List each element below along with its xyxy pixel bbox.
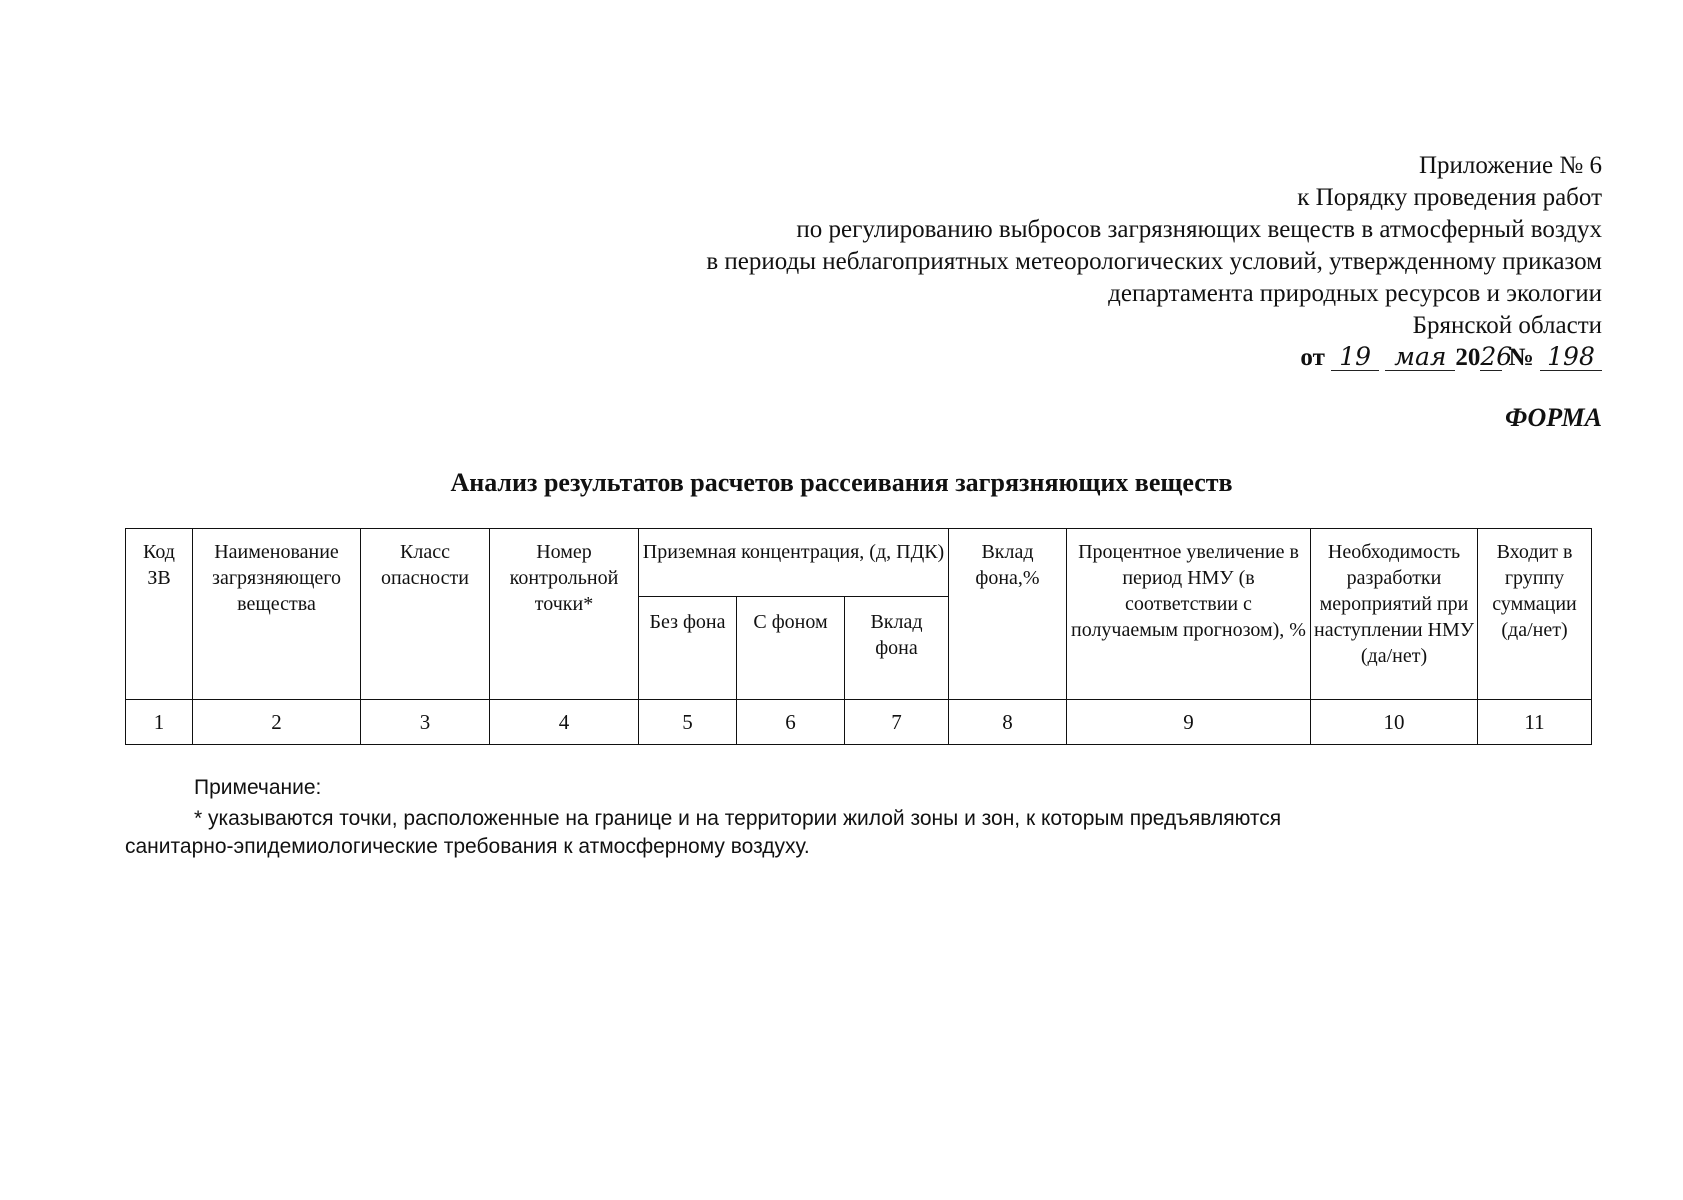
column-number: 6 <box>737 700 845 745</box>
subheader-with-background: С фоном <box>737 597 845 700</box>
column-number: 10 <box>1311 700 1478 745</box>
header-background-percent: Вклад фона,% <box>949 529 1067 700</box>
order-date-line <box>706 342 1602 374</box>
appendix-line: в периоды неблагоприятных метеорологических условий, утвержденному приказом <box>706 248 1602 275</box>
column-number: 5 <box>639 700 737 745</box>
form-label: ФОРМА <box>1505 403 1602 432</box>
column-number: 4 <box>490 700 639 745</box>
subheader-without-background: Без фона <box>639 597 737 700</box>
year-prefix: 20 <box>1455 344 1481 371</box>
appendix-line: Брянской области <box>1412 312 1602 339</box>
handwritten-month: мая <box>1385 344 1455 371</box>
appendix-header <box>706 150 1602 374</box>
number-sign: № <box>1508 344 1534 371</box>
analysis-table <box>125 528 1592 745</box>
document-title: Анализ результатов расчетов рассеивания загрязняющих веществ <box>450 468 1233 497</box>
header-ground-concentration: Приземная концентрация, (д, ПДК) <box>639 529 949 597</box>
column-number: 2 <box>193 700 361 745</box>
header-substance-name: Наименование загрязняющего вещества <box>193 529 361 700</box>
date-prefix: от <box>1300 344 1325 371</box>
header-percent-increase: Процентное увеличение в период НМУ (в соответствии с получаемым прогнозом), % <box>1067 529 1311 700</box>
column-number: 3 <box>361 700 490 745</box>
column-number: 1 <box>126 700 193 745</box>
column-number: 9 <box>1067 700 1311 745</box>
handwritten-day: 19 <box>1331 344 1379 371</box>
header-summation-group: Входит в группу суммации (да/нет) <box>1478 529 1592 700</box>
header-hazard-class: Класс опасности <box>361 529 490 700</box>
column-number: 8 <box>949 700 1067 745</box>
header-control-point: Номер контрольной точки* <box>490 529 639 700</box>
header-measures-needed: Необходимость разработки мероприятий при наступлении НМУ (да/нет) <box>1311 529 1478 700</box>
note-text: * указываются точки, расположенные на границе и на территории жилой зоны и зон, к которым предъявляются санитарно-эпидемиологические требования к атмосферному воздуху. <box>125 807 1282 858</box>
appendix-line: департамента природных ресурсов и экологии <box>1108 280 1602 307</box>
appendix-line: к Порядку проведения работ <box>1297 184 1602 211</box>
handwritten-year-suffix: 26 <box>1480 342 1513 371</box>
appendix-line: по регулированию выбросов загрязняющих веществ в атмосферный воздух <box>796 216 1602 243</box>
column-number: 7 <box>845 700 949 745</box>
subheader-background-contribution: Вклад фона <box>845 597 949 700</box>
handwritten-order-number: 198 <box>1540 344 1602 371</box>
header-code: Код ЗВ <box>126 529 193 700</box>
note-heading: Примечание: <box>194 776 322 799</box>
column-number: 11 <box>1478 700 1592 745</box>
appendix-line: Приложение № 6 <box>1418 152 1602 179</box>
